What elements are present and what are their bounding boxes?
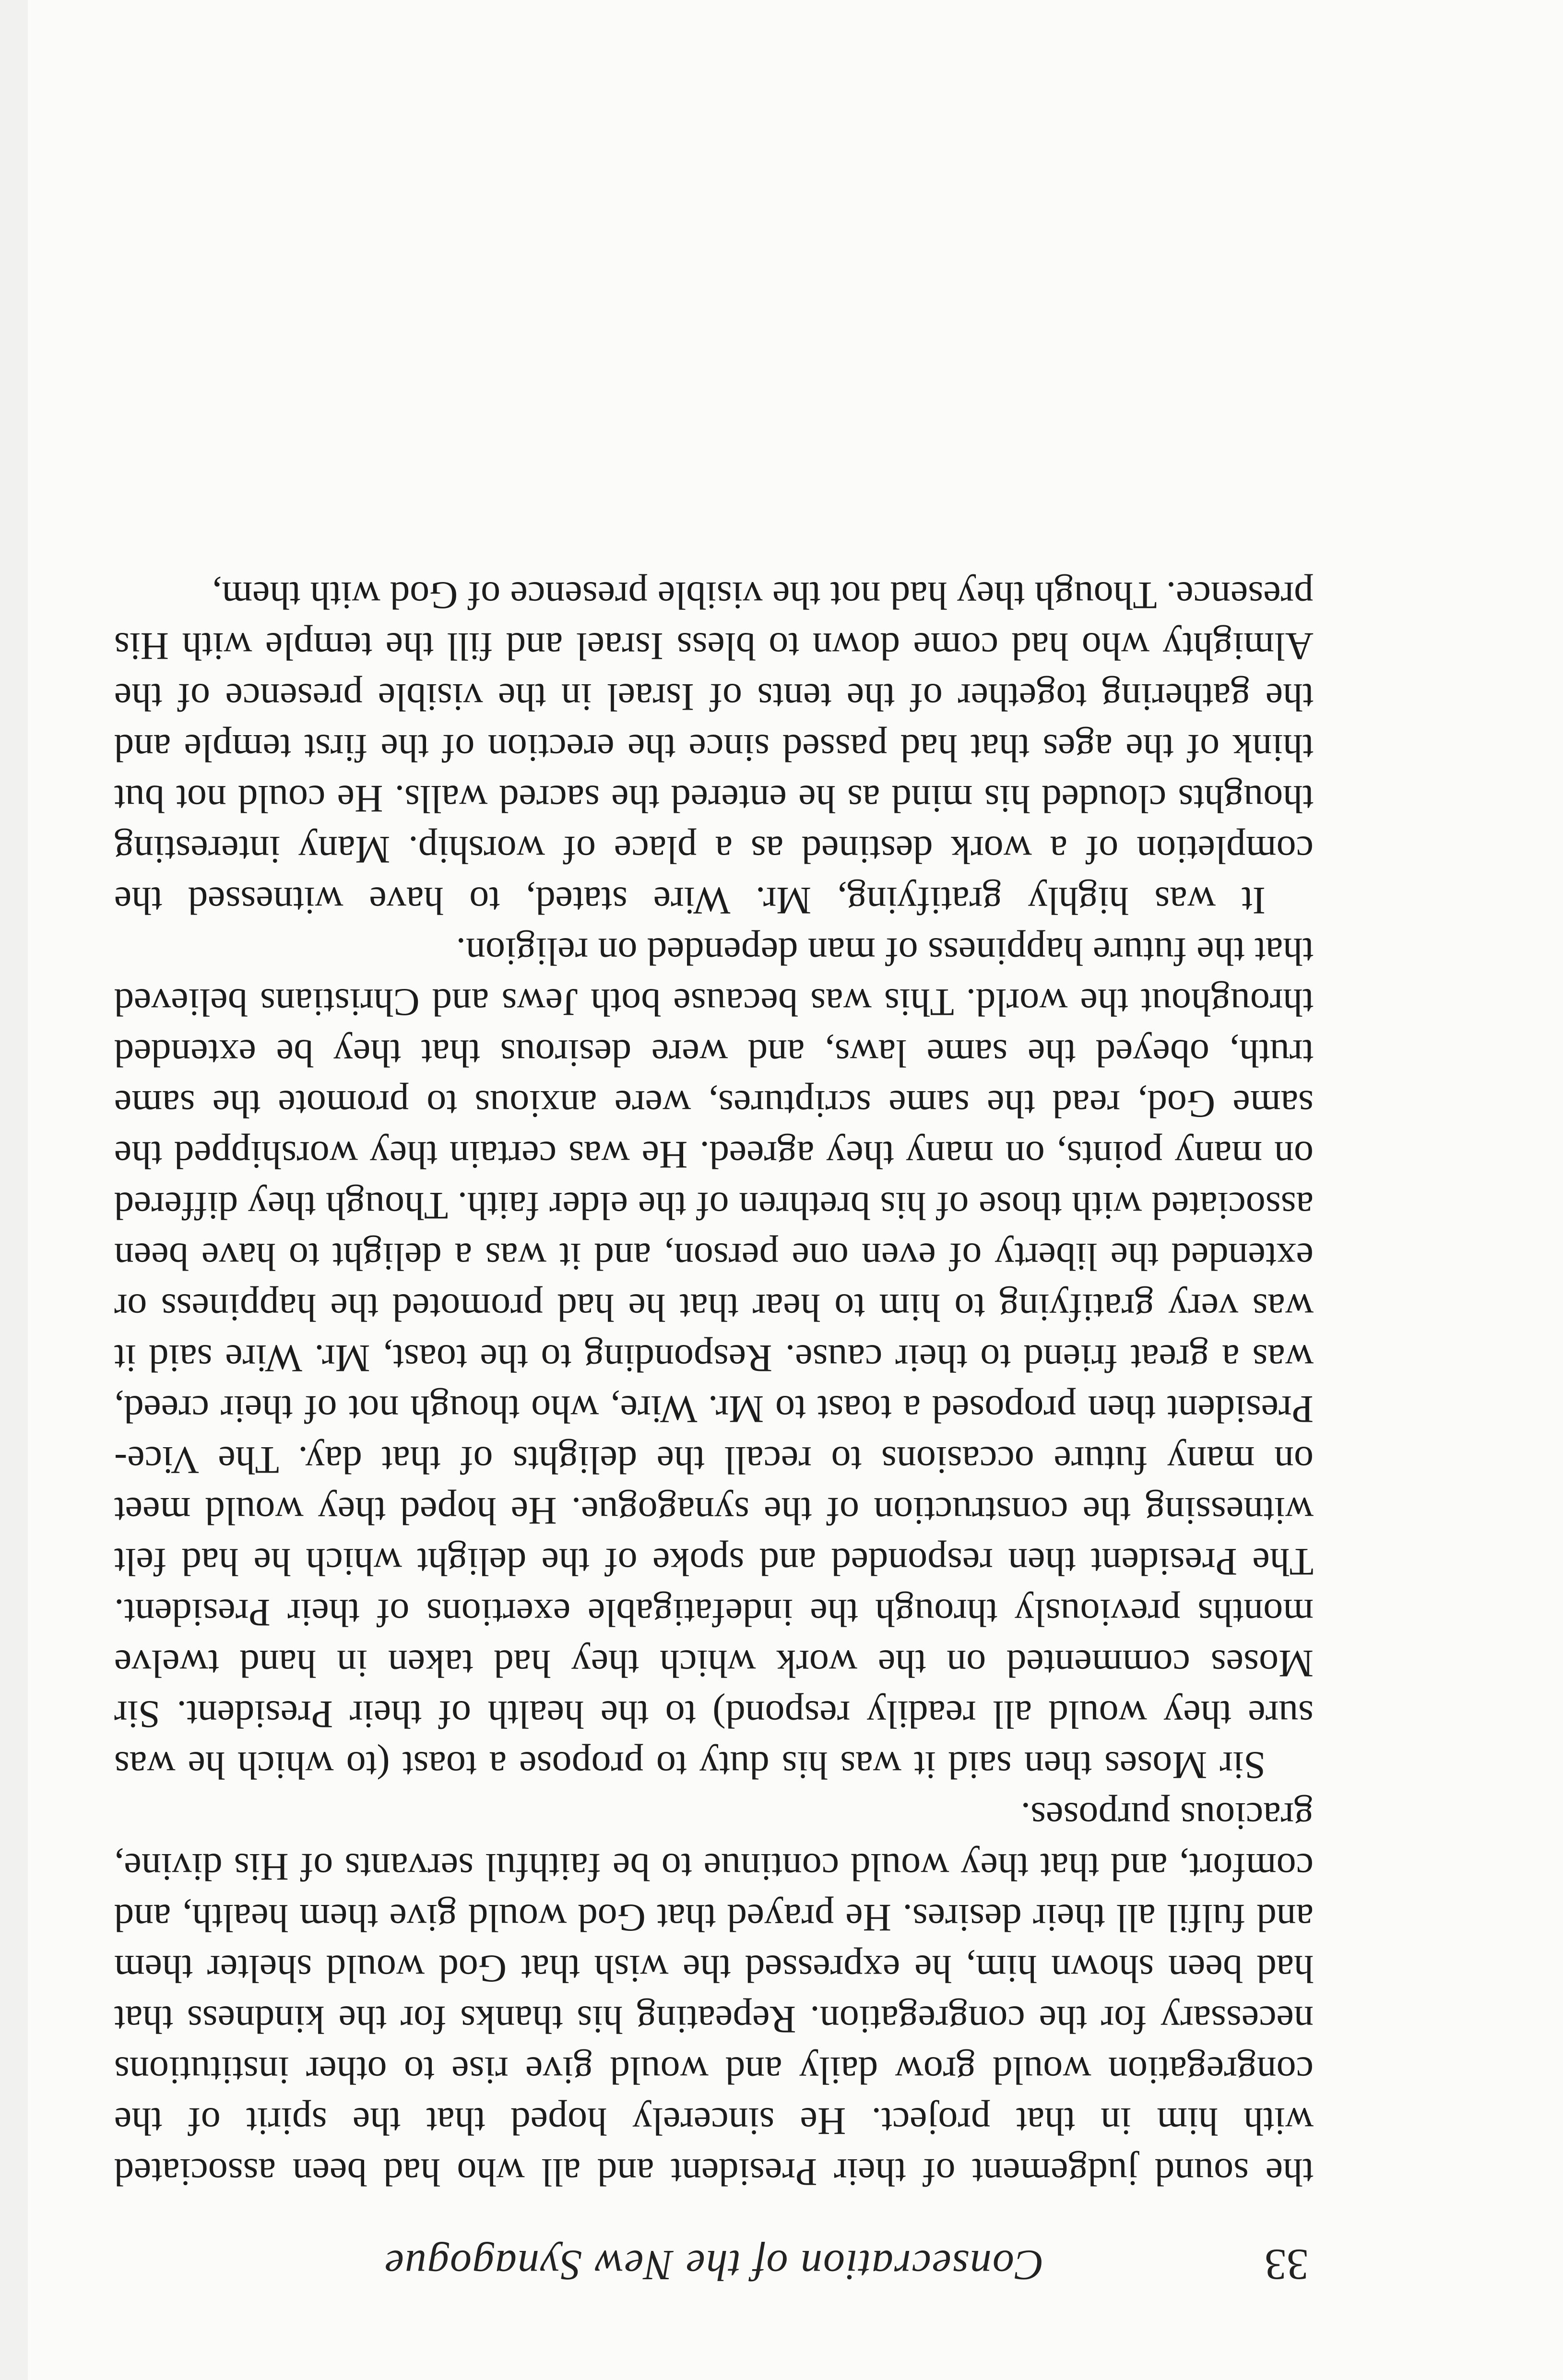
running-header [114,2236,1314,2294]
page-number: 33 [1265,2240,1309,2289]
paragraph-1: the sound judgement of their President and all who had been associated with him in that project. He sincerely hoped that the spirit of the congregation would grow daily and would give rise to other institutions necessary for the congregation. Repeating his thanks for the kindness that had been shown him, he expressed the wish that God would shelter them and fulfil all their desires. He prayed that God would give them health, and comfort, and that they would continue to be faithful servants of His divine, gracious purposes. [114,1795,1314,2194]
paragraph-3: It was highly gratifying, Mr. Wire stated, to have witnessed the completion of a work destined as a place of worship. Many interesting thoughts clouded his mind as he entered the sacred walls. He could not but think of the ages that had passed since the erection of the first temple and the gathering together of the tents of Israel in the visible presence of the Almighty who had come down to bless Israel and fill the temple with His presence. Though they had not the visible presence of God with them, [114,574,1314,923]
paragraph-2: Sir Moses then said it was his duty to propose a toast (to which he was sure they would all readily respond) to the health of their President. Sir Moses commented on the work which they had taken in hand twelve months previously through the indefatigable exertions of their President. The President then responded and spoke of the delight which he had felt witnessing the construction of the synagogue. He hoped they would meet on many future occasions to recall the delights of that day. The Vice-President then proposed a toast to Mr. Wire, who though not of their creed, was a great friend to their cause. Responding to the toast, Mr. Wire said it was very gratifying to him to hear that he had promoted the happiness or extended the liberty of even one person, and it was a delight to have been associated with those of his brethren of the elder faith. Though they differed on many points, on many they agreed. He was certain they worshipped the same God, read the same scriptures, were anxious to promote the same truth, obeyed the same laws, and were desirous that they be extended throughout the world. This was because both Jews and Christians believed that the future happiness of man depended on religion. [114,930,1314,1787]
running-title: Consecration of the New Synagogue [384,2241,1044,2289]
page-edge [0,0,28,2380]
body-text [114,570,1314,2198]
